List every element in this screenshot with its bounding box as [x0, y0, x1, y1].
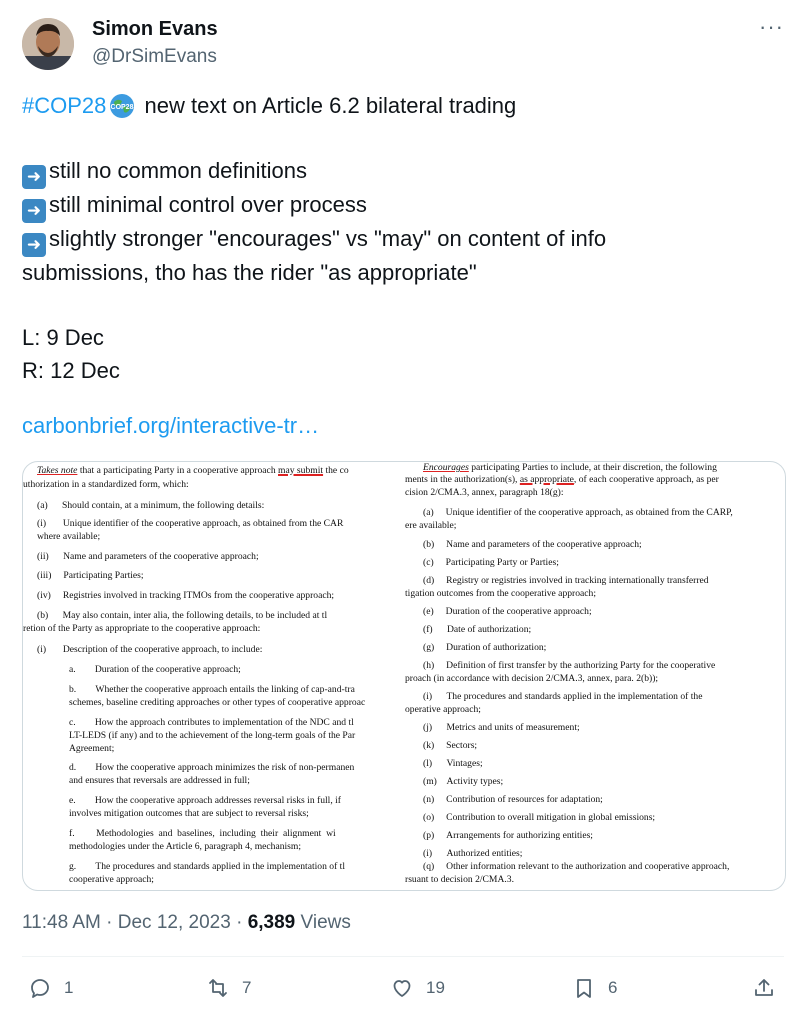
document-right [405, 462, 785, 890]
may-submit-highlight: may submit [278, 465, 324, 476]
doc-text: , of each cooperative approach, as per [573, 474, 719, 485]
doc-line: retion of the Party as appropriate to the cooperative approach: [23, 623, 261, 634]
tweet-date[interactable]: Dec 12, 2023 [117, 912, 231, 933]
doc-line: (i) Authorized entities; [423, 848, 523, 859]
doc-line: (i) Description of the cooperative approach, to include: [37, 644, 263, 655]
bullet-1: still no common definitions [49, 158, 308, 183]
views-count: 6,389 [247, 912, 296, 933]
doc-line: (k) Sectors; [423, 740, 478, 751]
repost-icon [206, 976, 230, 1000]
left-note: L: 9 Dec [22, 325, 104, 350]
avatar[interactable] [22, 18, 74, 70]
doc-line: (o) Contribution to overall mitigation in global emissions; [423, 812, 656, 823]
doc-line: (i) The procedures and standards applied in the implementation of the [423, 691, 703, 702]
doc-line: g. The procedures and standards applied in the implementation of tl [69, 861, 346, 872]
doc-line: uthorization in a standardized form, which: [23, 479, 189, 490]
doc-line: (b) May also contain, inter alia, the following details, to be included at tl [37, 610, 328, 621]
doc-line: (b) Name and parameters of the cooperative approach; [423, 539, 642, 550]
bookmark-icon [572, 976, 596, 1000]
reply-count: 1 [64, 978, 74, 997]
doc-line: (i) Unique identifier of the cooperative approach, as obtained from the CAR [37, 518, 344, 529]
doc-line: (c) Participating Party or Parties; [423, 557, 559, 568]
doc-line: (a) Should contain, at a minimum, the following details: [37, 500, 265, 511]
heart-icon [390, 976, 414, 1000]
avatar-photo [22, 18, 74, 70]
takes-note-highlight: Takes note [37, 465, 78, 476]
globe-text: COP28 [110, 104, 134, 111]
doc-line: operative approach; [405, 704, 481, 715]
tweet-meta [22, 912, 351, 934]
doc-line: and ensures that reversals are addressed in full; [69, 775, 250, 786]
tweet-image[interactable] [22, 461, 786, 891]
reply-icon [28, 976, 52, 1000]
action-bar [0, 976, 806, 1010]
views-label: Views [295, 912, 351, 933]
author-name[interactable]: Simon Evans [92, 18, 218, 40]
doc-line: (iv) Registries involved in tracking ITMOs from the cooperative approach; [37, 590, 335, 601]
tweet-time[interactable]: 11:48 AM [22, 912, 101, 933]
reply-button[interactable] [28, 976, 73, 1000]
bullet-3-cont: submissions, tho has the rider "as appropriate" [22, 260, 477, 285]
hashtag-link[interactable]: #COP28 [22, 93, 107, 118]
share-icon [752, 976, 776, 1000]
encourages-highlight: Encourages [423, 462, 469, 473]
more-options-button[interactable]: ··· [759, 14, 784, 39]
right-note: R: 12 Dec [22, 357, 120, 383]
doc-line [405, 474, 719, 485]
doc-line: (h) Definition of first transfer by the authorizing Party for the cooperative [423, 660, 716, 671]
doc-line: (d) Registry or registries involved in tracking internationally transferred [423, 575, 709, 586]
cop28-globe-icon [109, 93, 135, 119]
doc-line: (q) Other information relevant to the authorization and cooperative approach, [423, 861, 730, 872]
as-appropriate-highlight: as appropriate [519, 474, 574, 485]
doc-line: (f) Date of authorization; [423, 624, 532, 635]
doc-line: b. Whether the cooperative approach entails the linking of cap-and-tra [69, 684, 355, 695]
right-arrow-icon: ➜ [22, 165, 46, 189]
meta-separator: · [230, 912, 248, 933]
doc-line: cooperative approach; [69, 874, 154, 885]
doc-line: tigation outcomes from the cooperative approach; [405, 588, 597, 599]
doc-line: (l) Vintages; [423, 758, 483, 769]
doc-line: cision 2/CMA.3, annex, paragraph 18(g): [405, 487, 564, 498]
repost-button[interactable] [206, 976, 251, 1000]
doc-line: proach (in accordance with decision 2/CMA.3, annex, para. 2(b)); [405, 673, 659, 684]
like-button[interactable] [390, 976, 445, 1000]
bullet-3: slightly stronger "encourages" vs "may" on content of info [49, 226, 607, 251]
document-left [23, 462, 405, 890]
doc-line: f. Methodologies and baselines, including their alignment wi [69, 828, 336, 839]
doc-line: methodologies under the Article 6, paragraph 4, mechanism; [69, 841, 302, 852]
doc-line: d. How the cooperative approach minimizes the risk of non-permanen [69, 762, 355, 773]
doc-line: e. How the cooperative approach addresses reversal risks in full, if [69, 795, 341, 806]
article-link[interactable]: carbonbrief.org/interactive-tr… [22, 413, 320, 438]
doc-line [37, 465, 349, 476]
tweet-text [22, 90, 782, 387]
doc-text: the co [323, 465, 349, 476]
meta-separator: · [100, 912, 118, 933]
doc-text: that a participating Party in a cooperative approach [77, 465, 279, 476]
doc-line: ere available; [405, 520, 457, 531]
bullet-2: still minimal control over process [49, 192, 367, 217]
share-button[interactable] [752, 976, 788, 1000]
doc-line [423, 462, 717, 473]
doc-line: (iii) Participating Parties; [37, 570, 144, 581]
right-arrow-icon: ➜ [22, 199, 46, 223]
repost-count: 7 [242, 978, 252, 997]
doc-text: ments in the authorization(s), [405, 474, 520, 485]
doc-line: (p) Arrangements for authorizing entities; [423, 830, 593, 841]
bookmark-count: 6 [608, 978, 618, 997]
doc-line: LT-LEDS (if any) and to the achievement of the long-term goals of the Par [69, 730, 356, 741]
doc-line: (a) Unique identifier of the cooperative approach, as obtained from the CARP, [423, 507, 733, 518]
bookmark-button[interactable] [572, 976, 617, 1000]
doc-line: Agreement; [69, 743, 115, 754]
doc-line: a. Duration of the cooperative approach; [69, 664, 241, 675]
right-arrow-icon: ➜ [22, 233, 46, 257]
doc-line: c. How the approach contributes to implementation of the NDC and tl [69, 717, 354, 728]
divider [22, 956, 784, 957]
like-count: 19 [426, 978, 445, 997]
doc-line: schemes, baseline crediting approaches or other types of cooperative approac [69, 697, 366, 708]
doc-line: where available; [37, 531, 101, 542]
doc-line: (n) Contribution of resources for adaptation; [423, 794, 603, 805]
doc-line: rsuant to decision 2/CMA.3. [405, 874, 514, 885]
tweet-line1: new text on Article 6.2 bilateral trading [138, 93, 517, 118]
doc-line: (ii) Name and parameters of the cooperative approach; [37, 551, 259, 562]
doc-line: (e) Duration of the cooperative approach; [423, 606, 592, 617]
doc-line: (m) Activity types; [423, 776, 504, 787]
doc-text: participating Parties to include, at their discretion, the following [468, 462, 717, 473]
author-handle[interactable]: @DrSimEvans [92, 46, 217, 67]
doc-line: (j) Metrics and units of measurement; [423, 722, 580, 733]
doc-line: (g) Duration of authorization; [423, 642, 547, 653]
doc-line: involves mitigation outcomes that are subject to reversal risks; [69, 808, 309, 819]
